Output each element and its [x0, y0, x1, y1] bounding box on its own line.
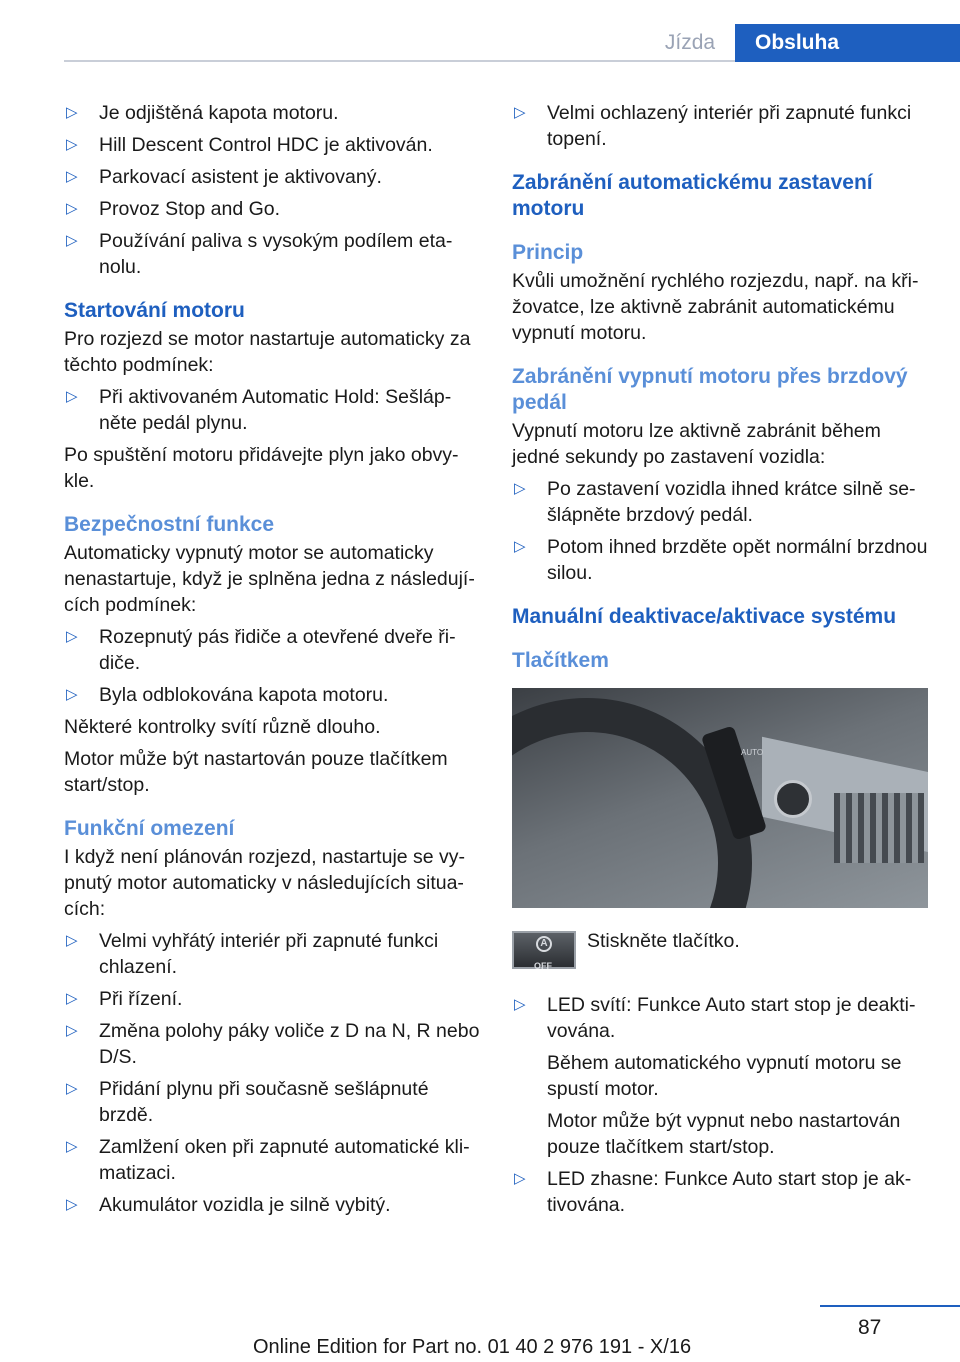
triangle-right-icon: ▷	[66, 1196, 78, 1213]
triangle-right-icon: ▷	[514, 538, 526, 555]
auto-start-stop-off-icon	[512, 931, 576, 969]
list-item: ▷ LED zhasne: Funkce Auto start stop je ak-tivována.	[514, 1168, 912, 1216]
paragraph: Motor může být nastartován pouze tlačítkem start/stop.	[64, 748, 448, 796]
triangle-right-icon: ▷	[66, 628, 78, 645]
list-item: ▷ Používání paliva s vysokým podílem eta-nolu.	[66, 230, 453, 278]
air-vent-shape	[834, 793, 924, 863]
tab-jizda[interactable]: Jízda	[664, 31, 716, 54]
button-instruction	[512, 928, 930, 974]
triangle-right-icon: ▷	[66, 686, 78, 703]
triangle-right-icon: ▷	[66, 1080, 78, 1097]
button-instruction-text: Stiskněte tlačítko.	[587, 930, 740, 952]
sub-paragraph: Během automatického vypnutí motoru se spustí motor.	[547, 1052, 902, 1100]
list-item: ▷ Velmi vyhřátý interiér při zapnuté funkci chlazení.	[66, 930, 439, 978]
triangle-right-icon: ▷	[514, 104, 526, 121]
triangle-right-icon: ▷	[66, 388, 78, 405]
list-item: ▷ Přidání plynu při současně sešlápnuté brzdě.	[66, 1078, 429, 1126]
list-item: ▷ LED svítí: Funkce Auto start stop je deakti-vována.	[514, 994, 916, 1042]
triangle-right-icon: ▷	[66, 232, 78, 249]
list-item: ▷ Velmi ochlazený interiér při zapnuté funkci topení.	[514, 102, 912, 150]
paragraph: Některé kontrolky svítí různě dlouho.	[64, 716, 381, 738]
paragraph: I když není plánován rozjezd, nastartuje se vy-pnutý motor automaticky v následujících situa-cích:	[64, 846, 466, 920]
left-column	[64, 100, 482, 1224]
steering-wheel-shape	[512, 698, 752, 908]
heading-functional-limits: Funkční omezení	[64, 817, 235, 840]
page-number: 87	[858, 1316, 882, 1339]
triangle-right-icon: ▷	[66, 168, 78, 185]
list-item: ▷ Potom ihned brzděte opět normální brzdnou silou.	[514, 536, 928, 584]
heading-principle: Princip	[512, 241, 584, 264]
stalk-auto-label: AUTO	[741, 748, 764, 757]
triangle-right-icon: ▷	[66, 136, 78, 153]
list-item: ▷ Akumulátor vozidla je silně vybitý.	[66, 1194, 391, 1216]
triangle-right-icon: ▷	[66, 1022, 78, 1039]
triangle-right-icon: ▷	[514, 996, 526, 1013]
paragraph: Automaticky vypnutý motor se automaticky nenastartuje, když je splněna jedna z následují-cích podmínek:	[64, 542, 475, 616]
list-item: ▷ Po zastavení vozidla ihned krátce silně se-šlápněte brzdový pedál.	[514, 478, 916, 526]
tab-obsluha[interactable]: Obsluha	[735, 24, 960, 62]
footer-rule	[820, 1305, 960, 1307]
steering-wheel-photo	[512, 688, 928, 908]
list-item: ▷ Je odjištěná kapota motoru.	[66, 102, 339, 124]
triangle-right-icon: ▷	[66, 200, 78, 217]
heading-manual-toggle: Manuální deaktivace/aktivace systému	[512, 605, 897, 628]
heading-starting-engine: Startování motoru	[64, 299, 245, 322]
list-item: ▷ Parkovací asistent je aktivovaný.	[66, 166, 382, 188]
heading-safety-functions: Bezpečnostní funkce	[64, 513, 275, 536]
list-item: ▷ Byla odblokována kapota motoru.	[66, 684, 389, 706]
triangle-right-icon: ▷	[66, 1138, 78, 1155]
list-item: ▷ Změna polohy páky voliče z D na N, R nebo D/S.	[66, 1020, 480, 1068]
paragraph: Vypnutí motoru lze aktivně zabránit během jedné sekundy po zastavení vozidla:	[512, 420, 881, 468]
list-item: ▷ Zamlžení oken při zapnuté automatické kli-matizaci.	[66, 1136, 470, 1184]
list-item: ▷ Hill Descent Control HDC je aktivován.	[66, 134, 433, 156]
edition-note: Online Edition for Part no. 01 40 2 976 191 - X/16	[253, 1336, 692, 1358]
heading-prevent-stop: Zabránění automatickému zastavení motoru	[512, 171, 873, 220]
paragraph: Pro rozjezd se motor nastartuje automaticky za těchto podmínek:	[64, 328, 471, 376]
auto-a-letter: A	[536, 936, 552, 952]
triangle-right-icon: ▷	[514, 480, 526, 497]
off-label: OFF	[534, 961, 552, 971]
auto-start-stop-button-shape	[774, 780, 812, 818]
list-item: ▷ Rozepnutý pás řidiče a otevřené dveře ři-diče.	[66, 626, 456, 674]
paragraph: Kvůli umožnění rychlého rozjezdu, např. na kři-žovatce, lze aktivně zabránit automatickému vypnutí motoru.	[512, 270, 919, 344]
triangle-right-icon: ▷	[514, 1170, 526, 1187]
heading-by-button: Tlačítkem	[512, 649, 609, 672]
list-item: ▷ Provoz Stop and Go.	[66, 198, 281, 220]
list-item: ▷ Při řízení.	[66, 988, 183, 1010]
triangle-right-icon: ▷	[66, 104, 78, 121]
heading-brake-pedal: Zabránění vypnutí motoru přes brzdový pedál	[512, 365, 908, 414]
triangle-right-icon: ▷	[66, 990, 78, 1007]
sub-paragraph: Motor může být vypnut nebo nastartován pouze tlačítkem start/stop.	[547, 1110, 901, 1158]
paragraph: Po spuštění motoru přidávejte plyn jako obvy-kle.	[64, 444, 459, 492]
list-item: ▷ Při aktivovaném Automatic Hold: Sešláp-něte pedál plynu.	[66, 386, 452, 434]
right-column	[512, 100, 930, 1224]
triangle-right-icon: ▷	[66, 932, 78, 949]
